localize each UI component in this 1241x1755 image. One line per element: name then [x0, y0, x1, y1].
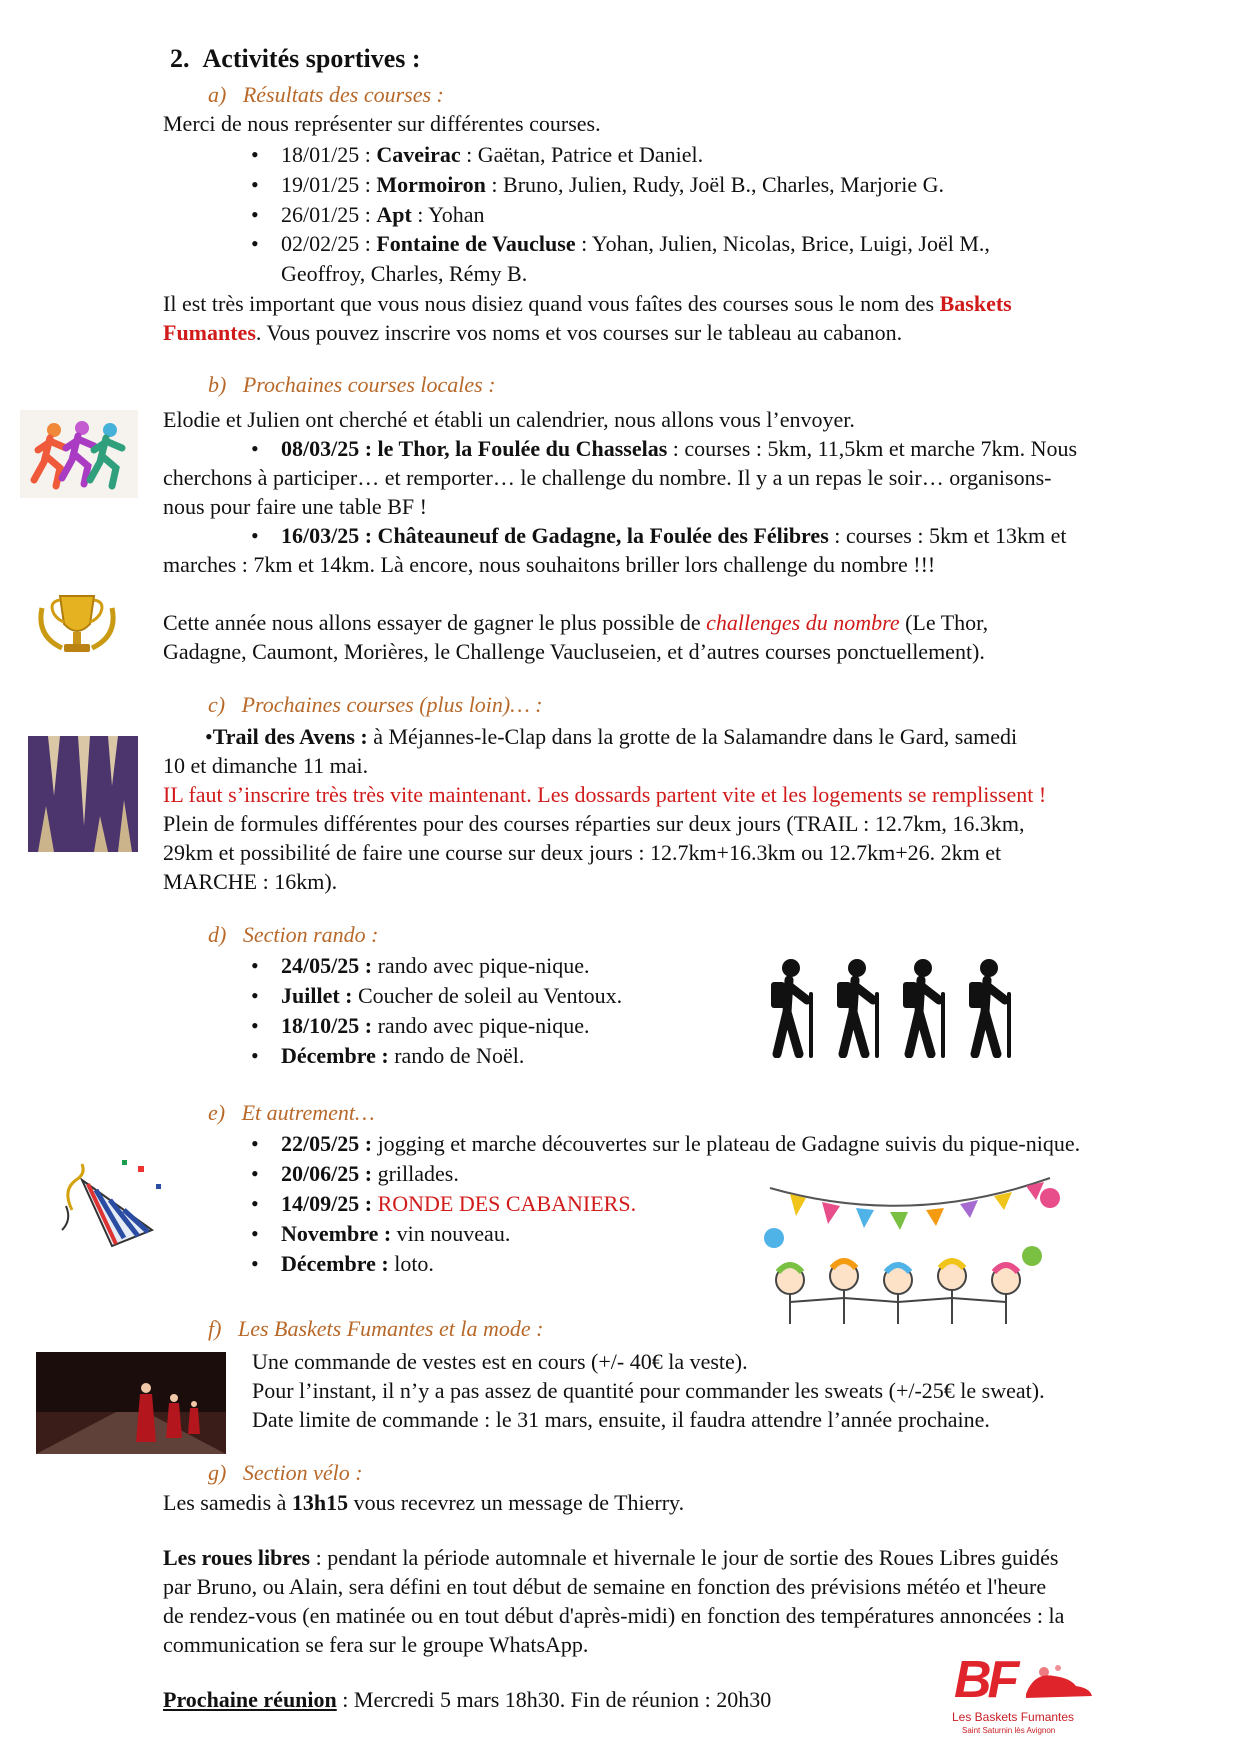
section-title: 2. Activités sportives : — [170, 44, 421, 73]
list-item: • 19/01/25 : Mormoiron : Bruno, Julien, Rudy, Joël B., Charles, Marjorie G. — [281, 172, 944, 198]
party-people-image — [760, 1168, 1060, 1328]
subheading-e: e) Et autrement… — [208, 1100, 375, 1125]
results-note-line2: Fumantes. Vous pouvez inscrire vos noms et vos courses sur le tableau au cabanon. — [163, 320, 903, 345]
trail-text: MARCHE : 16km). — [163, 869, 338, 894]
list-item: • 08/03/25 : le Thor, la Foulée du Chasselas : courses : 5km, 11,5km et marche 7km. Nous — [281, 436, 1077, 462]
list-item: • Décembre : rando de Noël. — [281, 1043, 524, 1069]
logo-place: Saint Saturnin lès Avignon — [962, 1726, 1056, 1735]
fashion-text: Date limite de commande : le 31 mars, ensuite, il faudra attendre l’année prochaine. — [252, 1407, 990, 1432]
subheading-d: d) Section rando : — [208, 922, 379, 947]
list-item: • Juillet : Coucher de soleil au Ventoux. — [281, 983, 622, 1009]
velo-text: Les samedis à 13h15 vous recevrez un message de Thierry. — [163, 1490, 685, 1515]
race-text: nous pour faire une table BF ! — [163, 494, 427, 519]
race-text: marches : 7km et 14km. Là encore, nous souhaitons briller lors challenge du nombre !!! — [163, 552, 936, 577]
trail-item: •Trail des Avens : à Méjannes-le-Clap dans la grotte de la Salamandre dans le Gard, samedi — [205, 724, 1018, 749]
list-item: • 02/02/25 : Fontaine de Vaucluse : Yohan, Julien, Nicolas, Brice, Luigi, Joël M., — [281, 231, 990, 257]
roues-libres-text: communication se fera sur le groupe WhatsApp. — [163, 1632, 589, 1657]
list-item-continuation: Geoffroy, Charles, Rémy B. — [281, 261, 528, 286]
list-item: • 20/06/25 : grillades. — [281, 1161, 459, 1187]
trail-text: 29km et possibilité de faire une course sur deux jours : 12.7km+16.3km ou 12.7km+26. 2km et — [163, 840, 1002, 865]
logo-name: Les Baskets Fumantes — [952, 1710, 1075, 1724]
list-item: • 18/10/25 : rando avec pique-nique. — [281, 1013, 590, 1039]
cave-image — [28, 736, 138, 852]
results-note: Il est très important que vous nous disiez quand vous faîtes des courses sous le nom des Baskets — [163, 291, 1012, 316]
list-item: • 16/03/25 : Châteauneuf de Gadagne, la Foulée des Félibres : courses : 5km et 13km et — [281, 523, 1066, 549]
results-intro: Merci de nous représenter sur différentes courses. — [163, 111, 601, 136]
fashion-runway-image — [36, 1352, 226, 1454]
roues-libres-text: par Bruno, ou Alain, sera défini en tout début de semaine en fonction des prévisions météo et l'heure — [163, 1574, 1047, 1599]
fashion-text: Pour l’instant, il n’y a pas assez de quantité pour commander les sweats (+/-25€ le sweat). — [252, 1378, 1045, 1403]
next-meeting: Prochaine réunion : Mercredi 5 mars 18h30. Fin de réunion : 20h30 — [163, 1687, 772, 1712]
race-text: cherchons à participer… et remporter… le challenge du nombre. Il y a un repas le soir… organisons- — [163, 465, 1052, 490]
hikers-icon — [755, 958, 1025, 1058]
subheading-b: b) Prochaines courses locales : — [208, 372, 496, 397]
subheading-c: c) Prochaines courses (plus loin)… : — [208, 692, 543, 717]
runners-image — [20, 410, 138, 498]
list-item: • 24/05/25 : rando avec pique-nique. — [281, 953, 590, 979]
trail-text: 10 et dimanche 11 mai. — [163, 753, 369, 778]
fashion-text: Une commande de vestes est en cours (+/- 40€ la veste). — [252, 1349, 748, 1374]
trophy-icon — [32, 588, 122, 668]
roues-libres-text: Les roues libres : pendant la période automnale et hivernale le jour de sortie des Roues Libres guidés — [163, 1545, 1059, 1570]
sneaker-icon — [1024, 1664, 1094, 1704]
logo-letters: BF — [954, 1651, 1016, 1709]
subheading-f: f) Les Baskets Fumantes et la mode : — [208, 1316, 544, 1341]
subheading-a: a) Résultats des courses : — [208, 82, 444, 107]
list-item: • 14/09/25 : RONDE DES CABANIERS. — [281, 1191, 636, 1217]
subheading-g: g) Section vélo : — [208, 1460, 363, 1485]
list-item: • 18/01/25 : Caveirac : Gaëtan, Patrice et Daniel. — [281, 142, 703, 168]
list-item: • Novembre : vin nouveau. — [281, 1221, 510, 1247]
trail-warning: IL faut s’inscrire très très vite maintenant. Les dossards partent vite et les logements se remplissent ! — [163, 782, 1047, 807]
party-hat-icon — [52, 1150, 172, 1250]
list-item: • Décembre : loto. — [281, 1251, 434, 1277]
calendar-intro: Elodie et Julien ont cherché et établi un calendrier, nous allons vous l’envoyer. — [163, 407, 855, 432]
challenges-text: Cette année nous allons essayer de gagner le plus possible de challenges du nombre (Le Thor, — [163, 610, 989, 635]
list-item: • 22/05/25 : jogging et marche découvertes sur le plateau de Gadagne suivis du pique-nique. — [281, 1131, 1080, 1157]
list-item: • 26/01/25 : Apt : Yohan — [281, 202, 485, 228]
roues-libres-text: de rendez-vous (en matinée ou en tout début d'après-midi) en fonction des températures annoncées : la — [163, 1603, 1065, 1628]
trail-text: Plein de formules différentes pour des courses réparties sur deux jours (TRAIL : 12.7km, 16.3km, — [163, 811, 1025, 836]
challenges-text-line2: Gadagne, Caumont, Morières, le Challenge Vaucluseien, et d’autres courses ponctuellement). — [163, 639, 985, 664]
baskets-fumantes-logo — [948, 1650, 1098, 1750]
